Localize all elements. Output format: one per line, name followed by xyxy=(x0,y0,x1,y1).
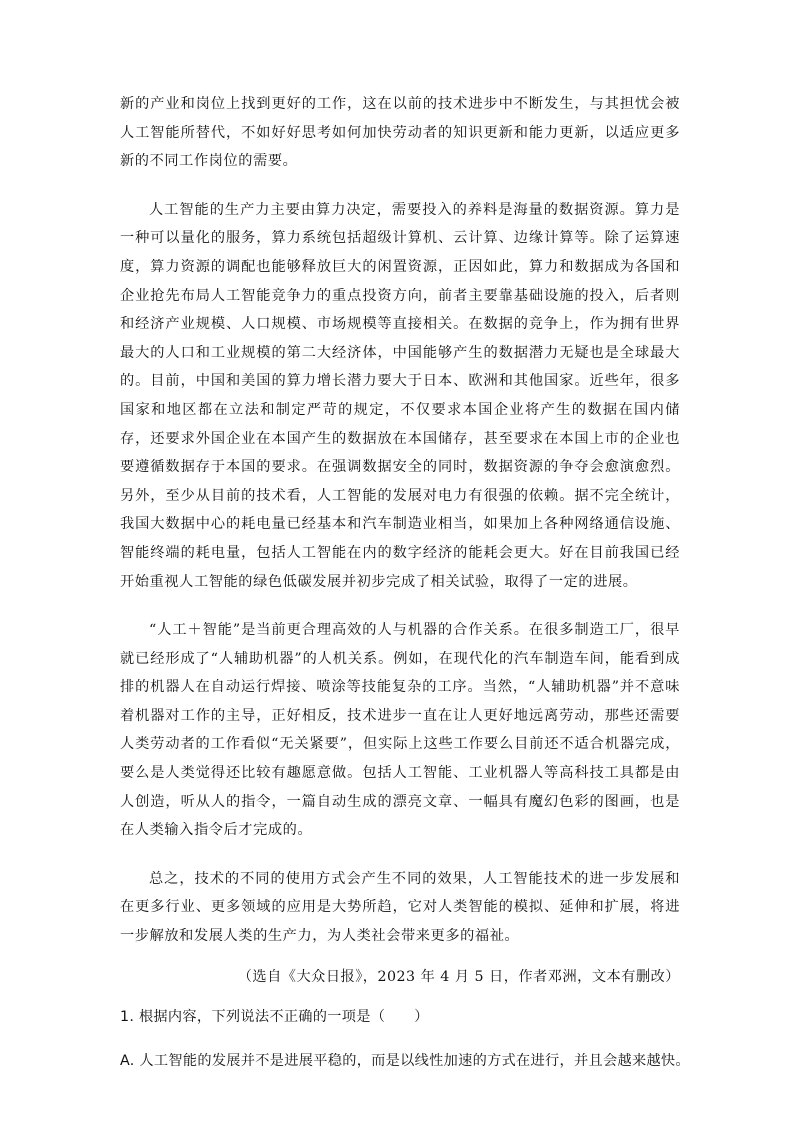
answer-option-a: A. 人工智能的发展并不是进展平稳的，而是以线性加速的方式在进行，并且会越来越快。 xyxy=(120,1052,690,1069)
paragraph-spacer xyxy=(120,596,680,616)
paragraph-spacer xyxy=(120,845,680,865)
document-page xyxy=(120,90,690,1075)
passage-paragraph-conclusion: 总之，技术的不同的使用方式会产生不同的效果，人工智能技术的进一步发展和在更多行业、更多领域的应用是大势所趋，它对人类智能的模拟、延伸和扩展，将进一步解放和发展人类的生产力，为人类社会带来更多的福祉。 xyxy=(120,870,680,945)
question-stem: 1. 根据内容，下列说法不正确的一项是（ ） xyxy=(120,1008,429,1025)
passage-paragraph-computing-power: 人工智能的生产力主要由算力决定，需要投入的养料是海量的数据资源。算力是一种可以量化的服务，算力系统包括超级计算机、云计算、边缘计算等。除了运算速度，算力资源的调配也能够释放巨大的闲置资源，正因如此，算力和数据成为各国和企业抢先布局人工智能竞争力的重点投资方向，前者主要靠基础设施的投入，后者则和经济产业规模、人口规模、市场规模等直接相关。在数据的竞争上，作为拥有世界最大的人口和工业规模的第二大经济体，中国能够产生的数据潜力无疑也是全球最大的。目前，中国和美国的算力增长潜力要大于日本、欧洲和其他国家。近些年，很多国家和地区都在立法和制定严苛的规定，不仅要求本国企业将产生的数据在国内储存，还要求外国企业在本国产生的数据放在本国储存，甚至要求在本国上市的企业也要遵循数据存于本国的要求。在强调数据安全的同时，数据资源的争夺会愈演愈烈。另外，至少从目前的技术看，人工智能的发展对电力有很强的依赖。据不完全统计，我国大数据中心的耗电量已经基本和汽车制造业相当，如果加上各种网络通信设施、智能终端的耗电量，包括人工智能在内的数字经济的能耗会更大。好在目前我国已经开始重视人工智能的绿色低碳发展并初步完成了相关试验，取得了一定的进展。 xyxy=(120,201,680,590)
source-citation: （选自《大众日报》，2023 年 4 月 5 日，作者邓洲，文本有删改） xyxy=(237,968,680,985)
paragraph-spacer xyxy=(120,176,680,196)
passage-paragraph-human-machine: “人工＋智能”是当前更合理高效的人与机器的合作关系。在很多制造工厂，很早就已经形成了“人辅助机器”的人机关系。例如，在现代化的汽车制造车间，能看到成排的机器人在自动运行焊接、喷涂等技能复杂的工序。当然，“人辅助机器”并不意味着机器对工作的主导，正好相反，技术进步一直在让人更好地远离劳动，那些还需要人类劳动者的工作看似“无关紧要”，但实际上这些工作要么目前还不适合机器完成，要么是人类觉得还比较有趣愿意做。包括人工智能、工业机器人等高科技工具都是由人创造，听从人的指令，一篇自动生成的漂亮文章、一幅具有魔幻色彩的图画，也是在人类输入指令后才完成的。 xyxy=(120,622,680,839)
passage-paragraph-continued: 新的产业和岗位上找到更好的工作，这在以前的技术进步中不断发生，与其担忧会被人工智能所替代，不如好好思考如何加快劳动者的知识更新和能力更新，以适应更多新的不同工作岗位的需要。 xyxy=(120,96,680,170)
